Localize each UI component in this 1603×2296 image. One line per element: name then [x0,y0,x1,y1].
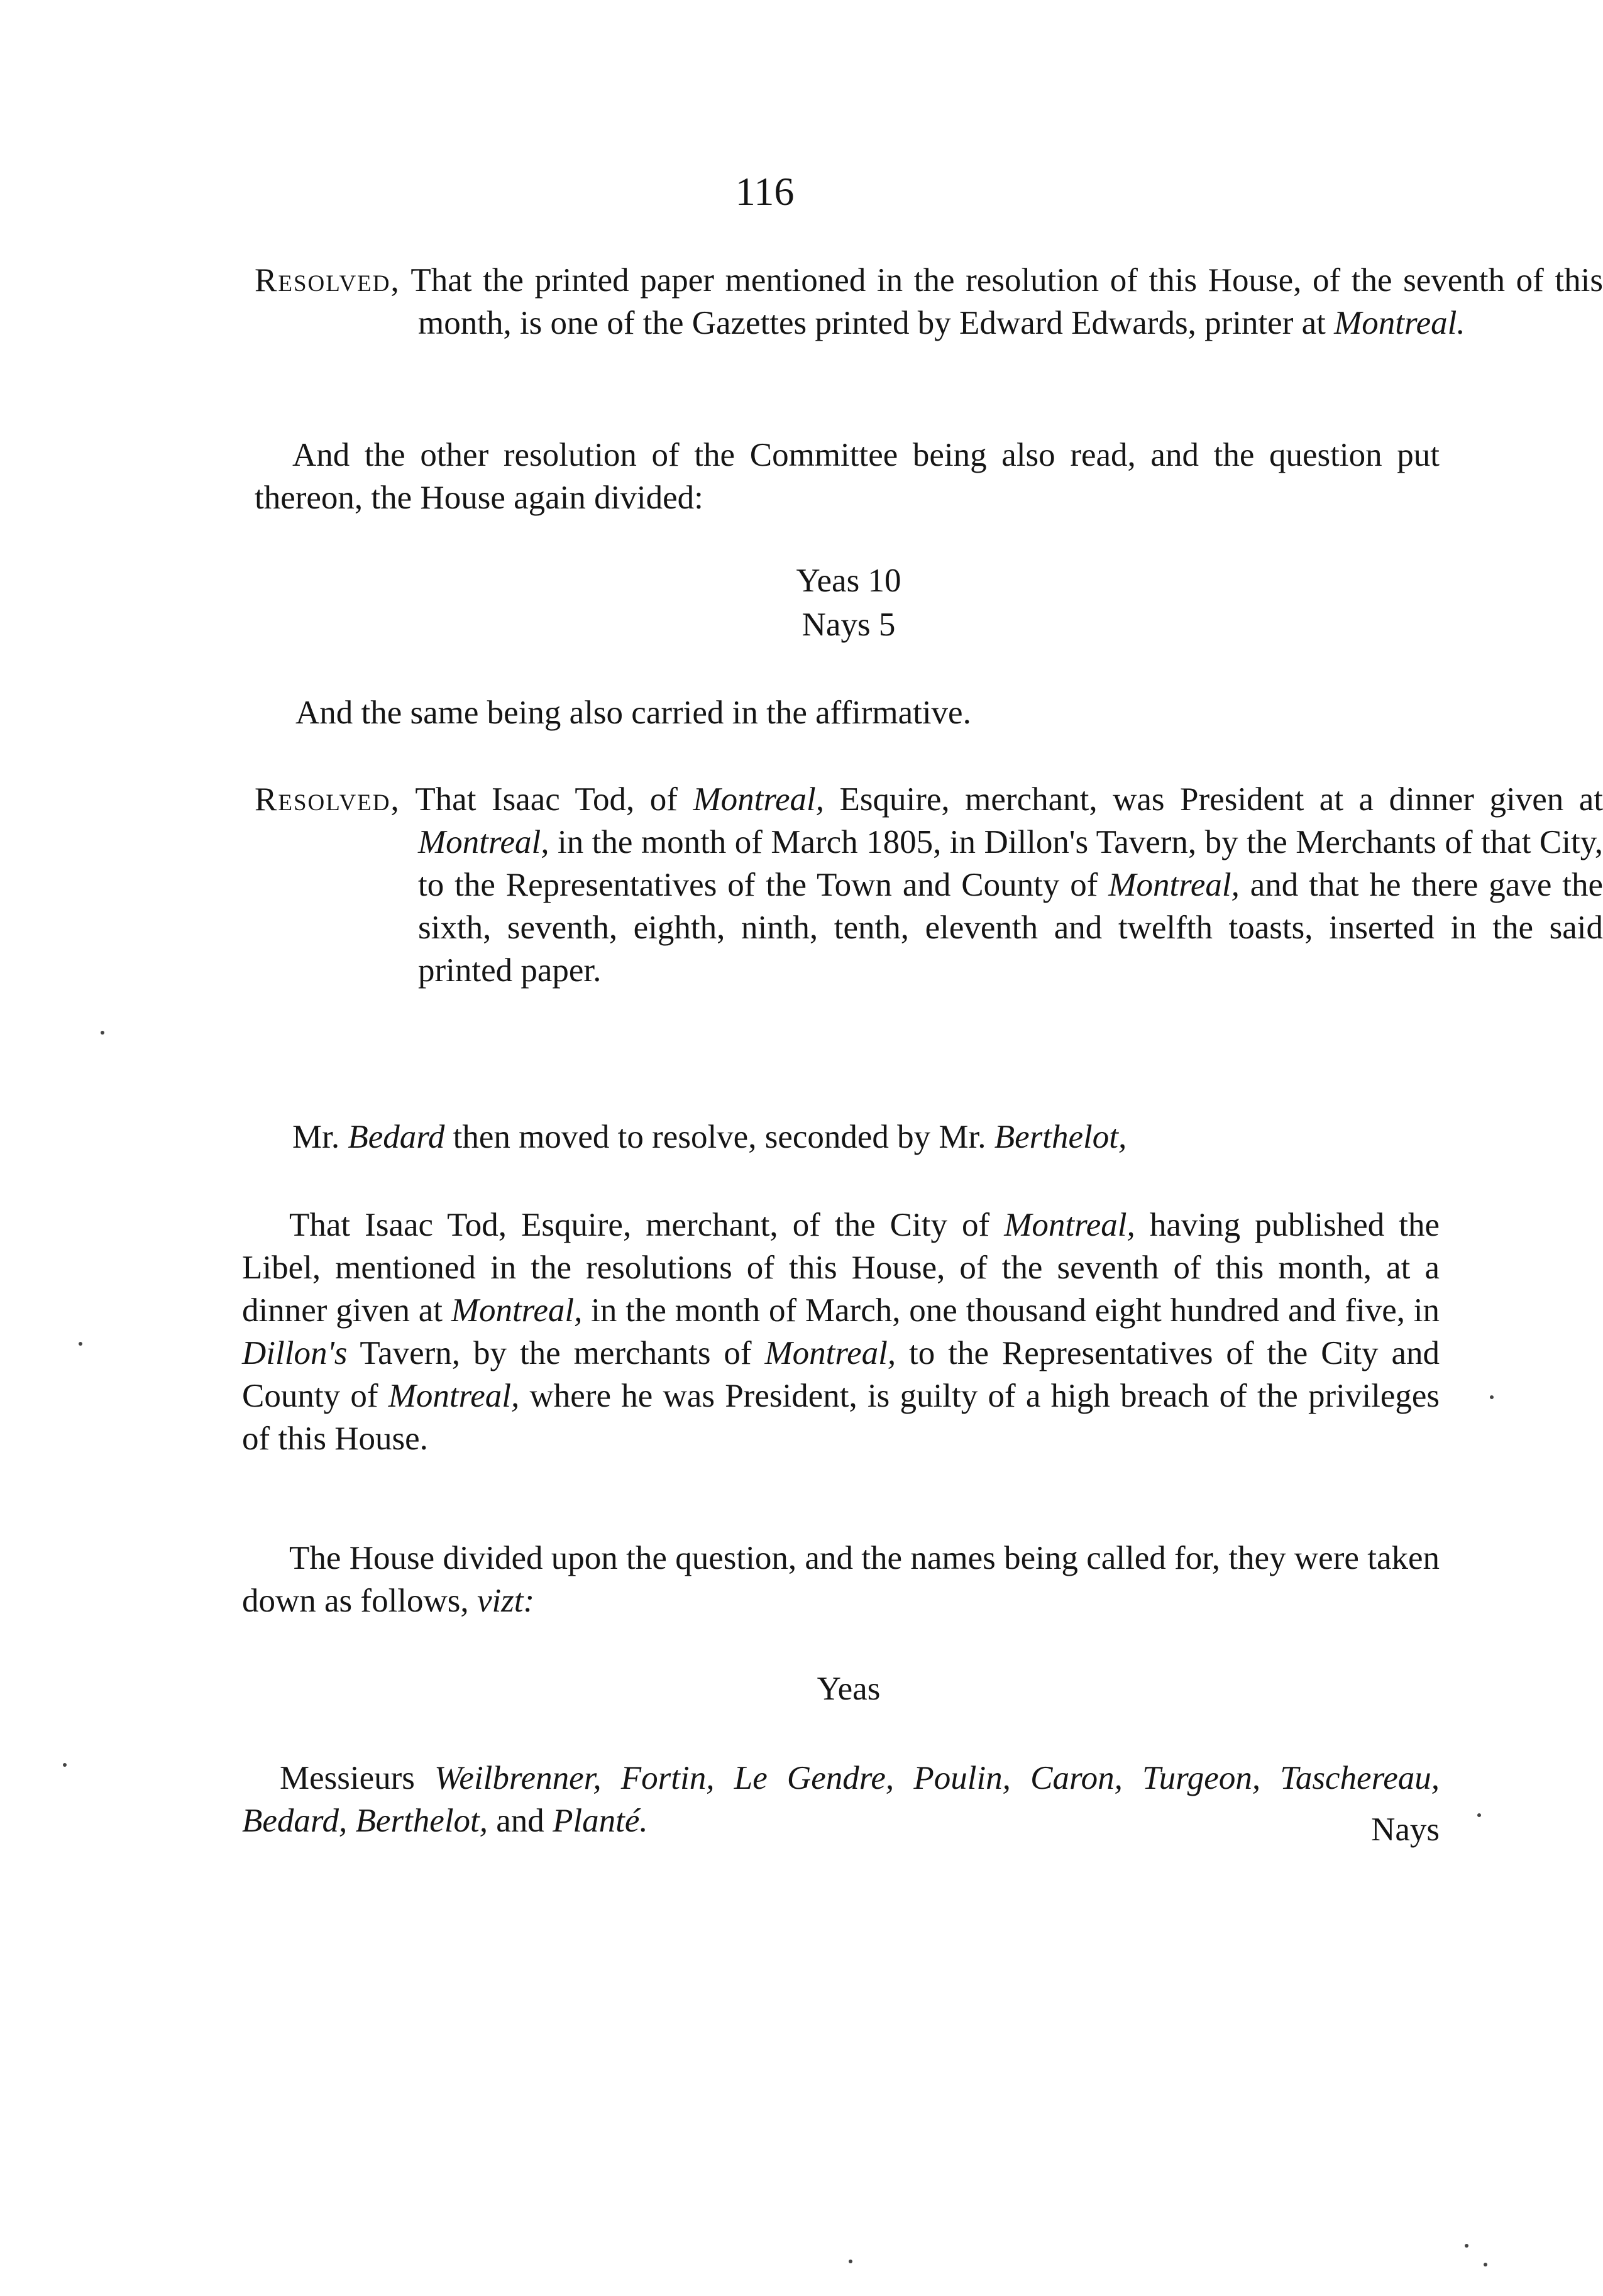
resolution-text: That Isaac Tod, of [415,781,678,818]
place-name: Montreal, [1004,1207,1135,1243]
motion-body-text: That Isaac Tod, Esquire, merchant, of the City of [289,1207,990,1243]
motion-text: Mr. [292,1119,340,1155]
motion-body-text: in the month of March, one thousand eight hundred and five, in [591,1292,1440,1329]
motion-body-paragraph [242,1204,1440,1460]
conjunction: and [496,1803,544,1839]
motion-text: then moved to resolve, seconded by Mr. [453,1119,986,1155]
mover-name: Bedard [348,1119,445,1155]
nays-heading: Nays [1371,1811,1440,1848]
place-name: Montreal, [764,1335,896,1371]
motion-body-text: having published the Libel, mentioned in the resolutions of this House, of the seventh of this month, at a dinner given at [242,1207,1440,1329]
motion-paragraph [292,1116,1443,1158]
resolution-text: and that he there gave the sixth, seventh, eighth, ninth, tenth, eleventh and twelfth toasts, inserted in the said printed paper. [418,867,1603,989]
yeas-list [242,1757,1440,1851]
resolved-label: Resolved, [255,262,400,299]
resolution-text: in the month of March 1805, in Dillon's Tavern, by the Merchants of that City, to the Representatives of the Town and County of [418,824,1603,903]
resolution-text: Esquire, merchant, was President at a dinner given at [839,781,1603,818]
resolution-paragraph-1 [255,259,1603,344]
scan-speck [1490,1395,1494,1399]
member-names: Weilbrenner, Fortin, Le Gendre, Poulin, Caron, Turgeon, Taschereau, Bedard, Berthelot, [242,1760,1440,1839]
scan-speck [63,1763,67,1767]
division-nays: Nays 5 [802,607,896,643]
place-name: Montreal, [388,1378,520,1414]
messieurs-label: Messieurs [280,1760,415,1796]
division-text: The House divided upon the question, and the names being called for, they were taken down as follows, [242,1540,1440,1619]
tavern-name: Dillon's [242,1335,348,1371]
member-name-last: Planté. [553,1803,648,1839]
resolved-label: Resolved, [255,781,400,818]
place-name: Montreal, [693,781,824,818]
division-yeas: Yeas 10 [796,563,901,599]
scan-speck [1465,2244,1468,2248]
motion-body-text: where he was President, is guilty of a high breach of the privileges of this House. [242,1378,1440,1457]
place-name: Montreal, [451,1292,583,1329]
division-paragraph [242,1537,1440,1622]
scan-speck [79,1342,82,1346]
paragraph-other-resolution: And the other resolution of the Committee being also read, and the question put thereon, the House again divided: [255,437,1440,516]
motion-body-text: Tavern, by the merchants of [360,1335,752,1371]
place-name: Montreal. [1334,305,1465,341]
yeas-heading: Yeas [817,1671,881,1707]
page-number: 116 [735,169,795,214]
scan-speck [101,1031,104,1035]
scan-speck [1484,2263,1487,2266]
scan-speck [1477,1813,1481,1817]
place-name: Montreal, [1108,867,1240,903]
motion-body-text: to the Representatives of the City and County of [242,1335,1440,1414]
paragraph-affirmative: And the same being also carried in the affirmative. [295,695,971,731]
place-name: Montreal, [418,824,549,860]
resolution-paragraph-2 [255,778,1603,992]
resolution-text: That the printed paper mentioned in the resolution of this House, of the seventh of this month, is one of the Gazettes printed by Edward Edwards, printer at [410,262,1603,341]
vizt-abbreviation: vizt: [476,1583,535,1619]
scan-speck [849,2260,852,2263]
seconder-name: Berthelot, [994,1119,1127,1155]
